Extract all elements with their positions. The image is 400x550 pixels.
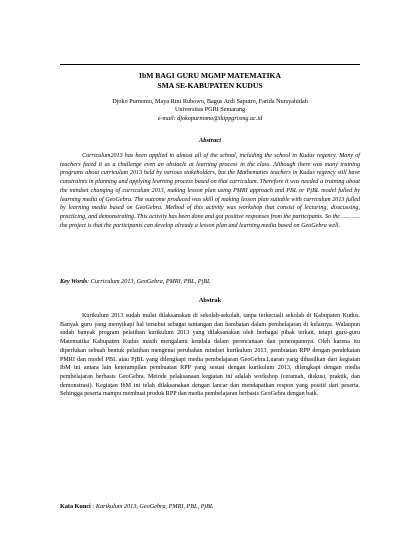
abstrak-text: Kurikulum 2013 sudah mulai dilaksanakan di sekolah-sekolah, tanpa terkecuali sekolah di Kabupaten Kudus. Banyak guru yang menyikapi hal tersebut sebagai tantangan dan hambatan dalam pembelajaran di kelasnya. Walaupun sudah banyak program pelatihan kurikulum 2013 yang dilaksanakan oleh berbagai pihak terkait, tetapi guru-guru Matematika Kabupaten Kudus masih mengalami kendala dalam perencanaan dan penerapannya. Oleh karena itu diperlukan sebuah bentuk pelatihan mengenai perubahan mindset kurikulum 2013, pembuatan RPP dengan pendekatan PMRI dan model PBL atau PjBL yang dilengkapi media pembelajaran GeoGebra.Luaran yang dihasilkan dari kegiatan IbM ini antara lain keterampilan pembuatan RPP yang sesuai dengan kurikulum 2013, dilengkapi dengan media pembelajaran berbasis GeoGebra. Metode pelaksanaan kegiatan ini adalah workshop (ceramah, diskusi, praktik, dan demonstrasi). Kegiatan IbM ini telah dilaksanakan dengan lancar dan mendapatkan respon yang positif dari peserta. Sehingga peserta mampu membuat produk RPP dan media pembelajaran berbasis GeoGebra dengan baik.	[60, 313, 360, 398]
kata-kunci-text: : Kurikulum 2013, GeoGebra, PMRI, PBL, PjBL	[92, 503, 214, 510]
keywords-text: : Curriculum 2013, GeoGebra, PMRI, PBL, PjBL	[87, 278, 211, 285]
keywords-label: Key Words	[60, 278, 88, 285]
title-line-2: SMA SE-KABUPATEN KUDUS	[157, 81, 263, 90]
kata-kunci-label: Kata Kunci	[60, 503, 91, 510]
keywords	[60, 278, 360, 285]
abstract-heading: Abstract	[198, 137, 221, 144]
abstrak-heading: Abstrak	[198, 297, 222, 304]
abstract-text: Curriculum2013 has been applied in almost all of the school, including the school in Kudus regency. Many of teachers faced it as a challenge even an obstacle at learning process in the class. Although there was many training programs about curriculum 2013 held by various stakeholders, but the Mathematics teachers in Kudus regency still have constraints in planning and applying learning process based on that curriculum. Therefore it was needed a training about the mindset changing of curriculum 2013, making lesson plan using PMRI approach and PBL or PjBL model fulled by learning media of GeoGebra. The outcome produced was skill of making lesson plan suitable with curriculum 2013 fulled by learning media based on GeoGebra. Method of this activity was workshop that consist of lecturing, disscussing, practicing, and demonstrating. This activity has been done and got positive responses from the participants. So the ….. ….. the project is that the participants can develop already a lesson plan and learning media based on GeoGebra well.	[60, 153, 360, 229]
author-block	[60, 98, 360, 123]
affiliation: Universitas PGRI Semarang	[174, 106, 246, 114]
title-line-1: IbM BAGI GURU MGMP MATEMATIKA	[139, 71, 281, 80]
top-rule	[60, 64, 360, 65]
paper-title	[60, 71, 360, 91]
author-email: e-mail: djokopurnomo@ikippgrismg.ac.id	[157, 114, 263, 122]
author-names: Djoko Purnomo, Maya Rini Rubowo, Bagus Ardi Saputro, Farida Nursyahidah	[112, 98, 308, 105]
kata-kunci	[60, 503, 360, 510]
